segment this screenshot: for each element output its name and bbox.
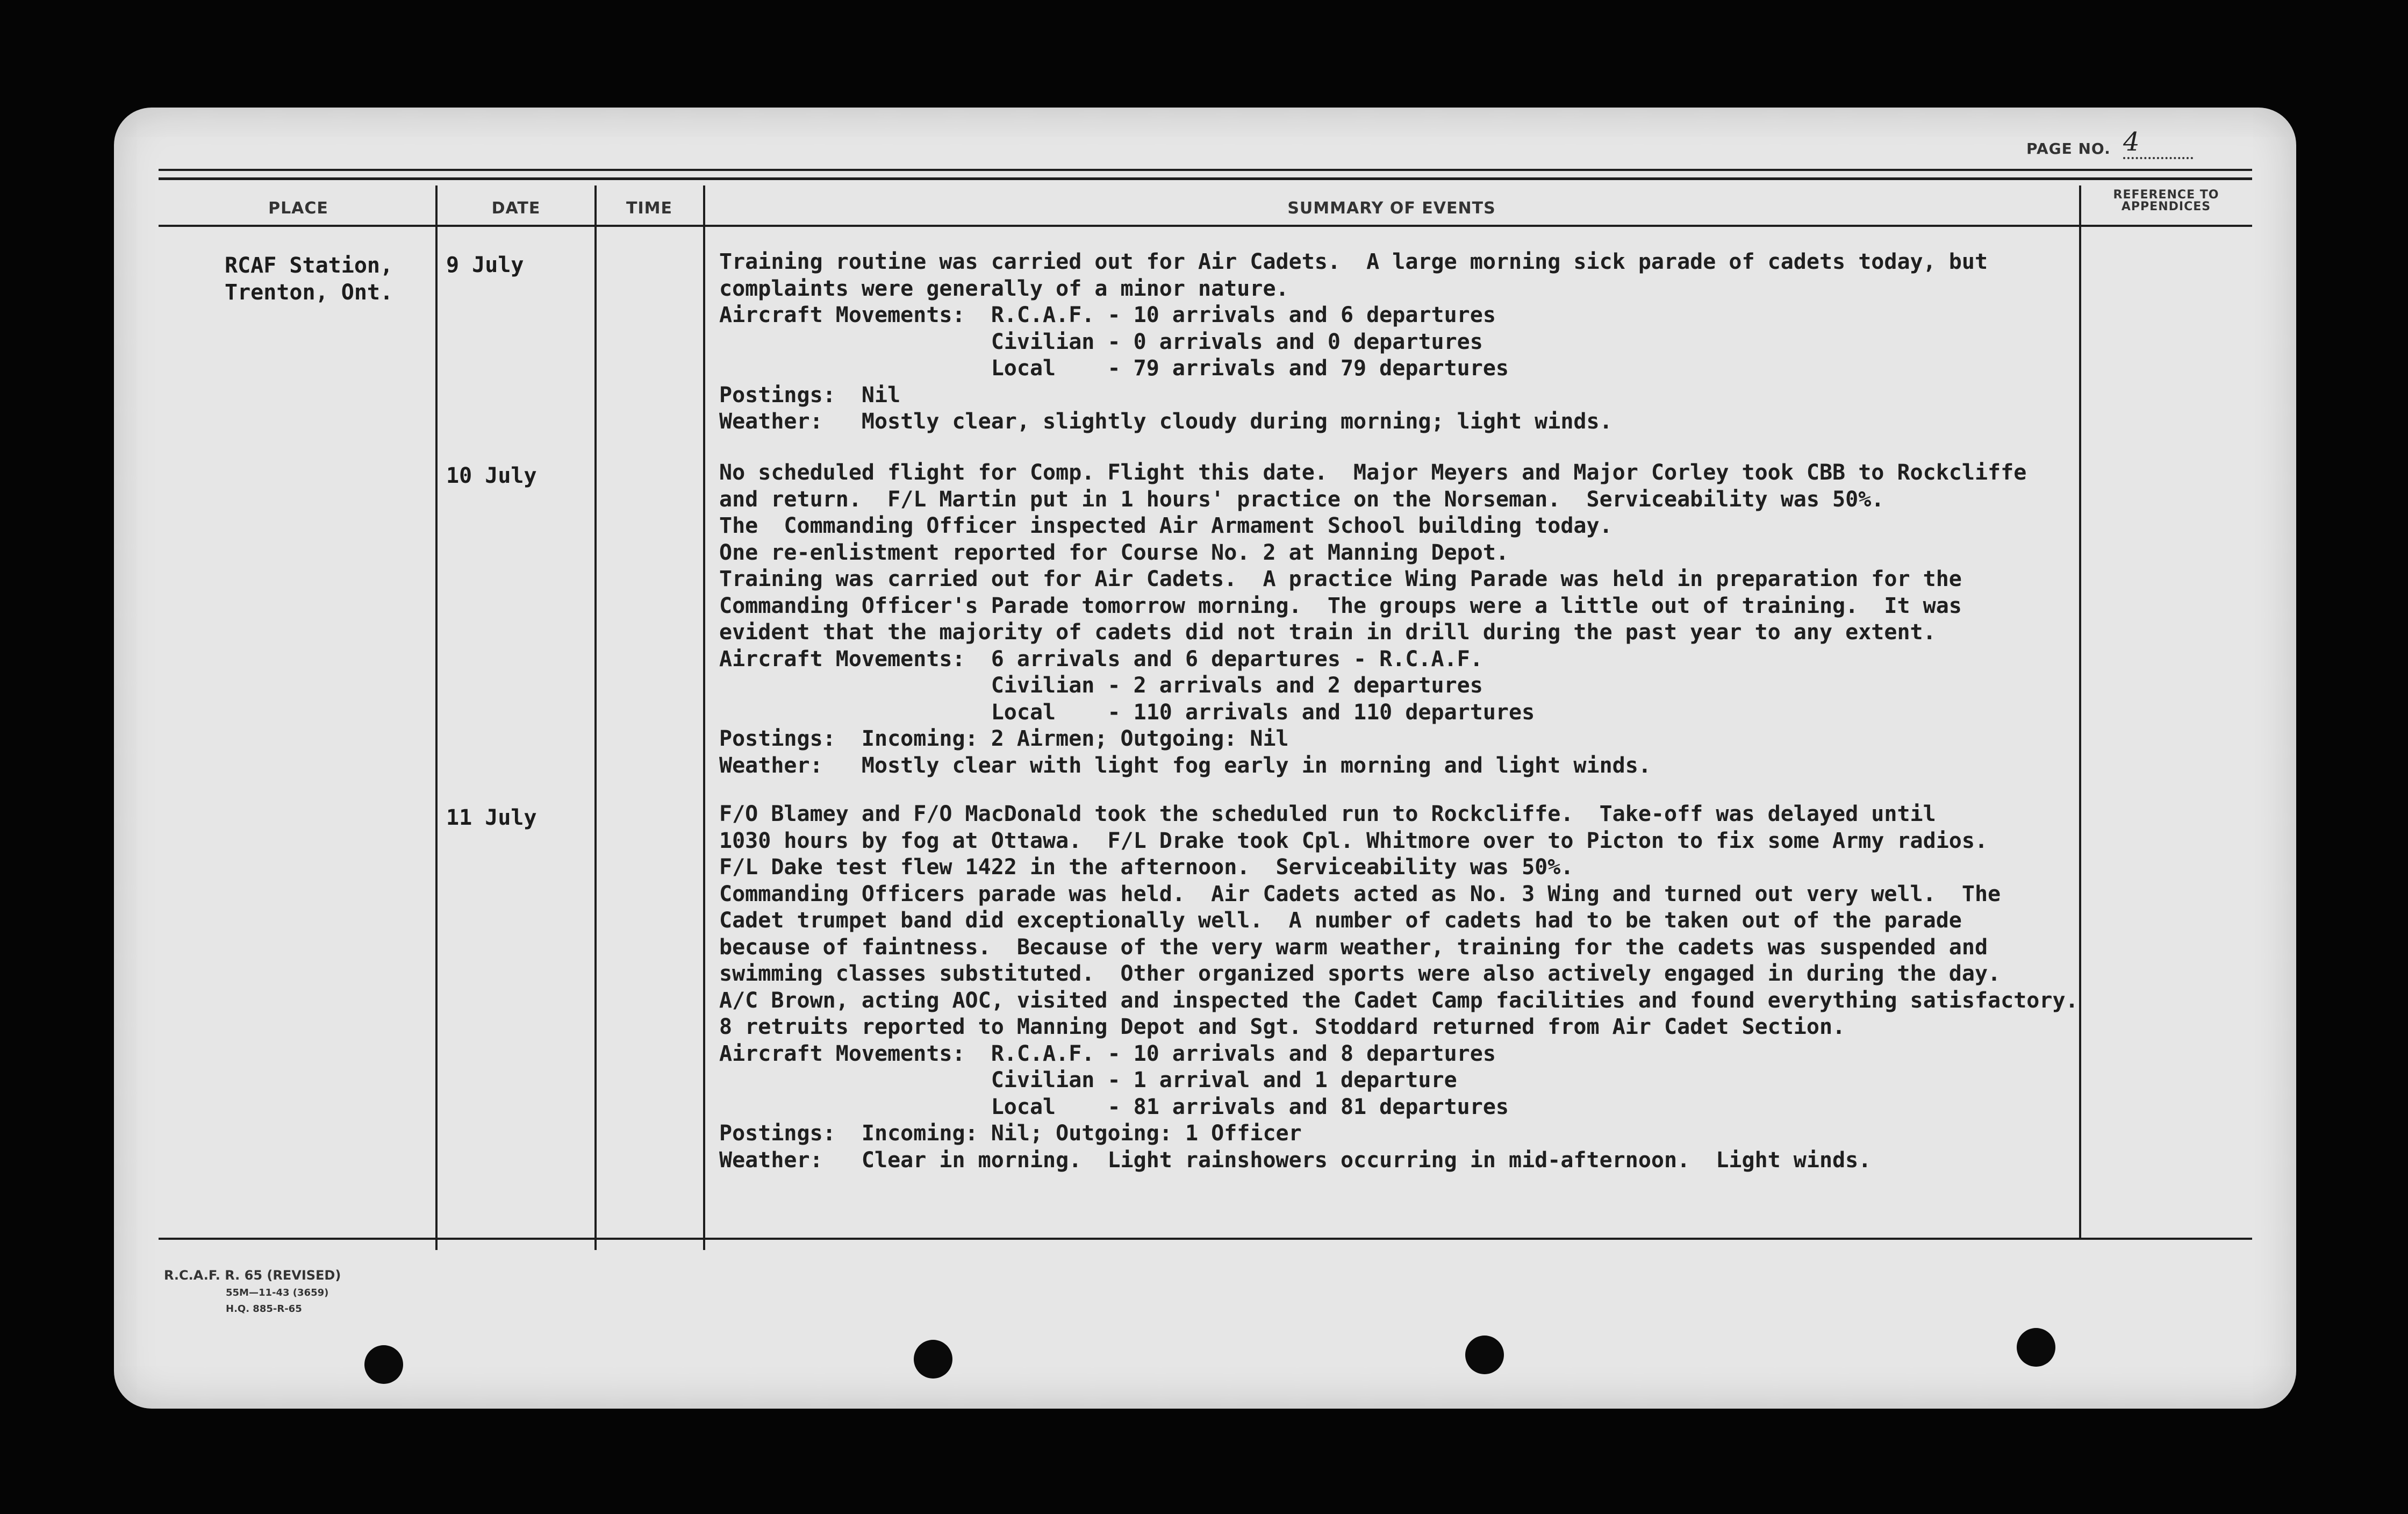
summary-line: because of faintness. Because of the very warm weather, training for the cadets was suspended and	[719, 934, 1988, 960]
entry-date: 11 July	[446, 805, 537, 830]
summary-line: 8 retruits reported to Manning Depot and Sgt. Stoddard returned from Air Cadet Section.	[719, 1015, 1846, 1039]
summary-line: Civilian - 2 arrivals and 2 departures	[719, 673, 1483, 698]
summary-line: Local - 81 arrivals and 81 departures	[719, 1094, 1509, 1119]
divider-place-date	[435, 185, 438, 1250]
entry-date: 9 July	[446, 253, 524, 277]
summary-line: swimming classes substituted. Other organized sports were also actively engaged in during the day.	[719, 961, 2001, 986]
summary-line: Weather: Clear in morning. Light rainshowers occurring in mid-afternoon. Light winds.	[719, 1147, 1872, 1173]
summary-column-header: SUMMARY OF EVENTS	[1287, 199, 1496, 218]
form-print-code: 55M—11-43 (3659)	[226, 1287, 329, 1298]
form-hq-code: H.Q. 885-R-65	[226, 1303, 302, 1315]
place-line-2: Trenton, Ont.	[225, 280, 393, 305]
summary-line: Weather: Mostly clear with light fog early in morning and light winds.	[719, 753, 1651, 778]
place-column-header: PLACE	[268, 199, 328, 218]
punch-hole	[2017, 1328, 2055, 1367]
summary-line: One re-enlistment reported for Course No. 2 at Manning Depot.	[719, 540, 1509, 565]
summary-line: F/L Dake test flew 1422 in the afternoon. Serviceability was 50%.	[719, 855, 1574, 880]
summary-line: No scheduled flight for Comp. Flight this date. Major Meyers and Major Corley took CBB to Rockcliffe	[719, 460, 2027, 485]
entry-date: 10 July	[446, 463, 537, 488]
divider-date-time	[594, 185, 597, 1250]
top-rule-2	[159, 177, 2252, 180]
summary-line: complaints were generally of a minor nature.	[719, 276, 1289, 301]
summary-line: Aircraft Movements: 6 arrivals and 6 departures - R.C.A.F.	[719, 646, 1483, 672]
entry-summary	[719, 801, 2079, 1174]
summary-line: Postings: Incoming: Nil; Outgoing: 1 Officer	[719, 1121, 1302, 1146]
summary-line: Civilian - 1 arrival and 1 departure	[719, 1068, 1457, 1092]
summary-line: A/C Brown, acting AOC, visited and inspected the Cadet Camp facilities and found everything satisfactory.	[719, 988, 2079, 1013]
summary-line: Cadet trumpet band did exceptionally well. A number of cadets had to be taken out of the parade	[719, 908, 1962, 933]
date-column-header: DATE	[491, 199, 541, 218]
summary-line: The Commanding Officer inspected Air Armament School building today.	[719, 513, 1612, 538]
top-rule	[159, 169, 2252, 171]
bottom-rule	[159, 1238, 2252, 1240]
reference-column-header: REFERENCE TO APPENDICES	[2113, 188, 2219, 213]
summary-line: Postings: Incoming: 2 Airmen; Outgoing: Nil	[719, 726, 1289, 751]
summary-line: Local - 79 arrivals and 79 departures	[719, 356, 1509, 381]
summary-line: evident that the majority of cadets did not train in drill during the past year to any extent.	[719, 620, 1936, 645]
summary-line: Training routine was carried out for Air Cadets. A large morning sick parade of cadets today, but	[719, 249, 1988, 274]
summary-line: Commanding Officers parade was held. Air Cadets acted as No. 3 Wing and turned out very well. The	[719, 881, 2001, 906]
summary-line: 1030 hours by fog at Ottawa. F/L Drake took Cpl. Whitmore over to Picton to fix some Army radios.	[719, 828, 1988, 853]
divider-time-summary	[703, 185, 705, 1250]
summary-line: and return. F/L Martin put in 1 hours' practice on the Norseman. Serviceability was 50%.	[719, 487, 1884, 512]
summary-line: Postings: Nil	[719, 382, 901, 408]
entry-summary	[719, 460, 2026, 779]
time-column-header: TIME	[626, 199, 672, 218]
punch-hole	[364, 1345, 403, 1384]
summary-line: Training was carried out for Air Cadets. A practice Wing Parade was held in preparation for the	[719, 567, 1962, 591]
summary-line: Civilian - 0 arrivals and 0 departures	[719, 329, 1483, 354]
form-number: R.C.A.F. R. 65 (REVISED)	[164, 1268, 341, 1283]
summary-line: Weather: Mostly clear, slightly cloudy during morning; light winds.	[719, 409, 1612, 434]
page-number-value: 4	[2123, 127, 2193, 159]
page-number-label: PAGE NO.	[2026, 140, 2111, 158]
entry-summary	[719, 249, 1988, 435]
summary-line: Commanding Officer's Parade tomorrow morning. The groups were a little out of training. It was	[719, 593, 1962, 618]
summary-line: Aircraft Movements: R.C.A.F. - 10 arrivals and 8 departures	[719, 1041, 1496, 1066]
place-line-1: RCAF Station,	[225, 253, 393, 278]
punch-hole	[1465, 1336, 1504, 1374]
punch-hole	[914, 1340, 952, 1379]
summary-line: Aircraft Movements: R.C.A.F. - 10 arrivals and 6 departures	[719, 303, 1496, 327]
divider-summary-reference	[2079, 185, 2081, 1239]
header-rule	[159, 225, 2252, 227]
summary-line: F/O Blamey and F/O MacDonald took the scheduled run to Rockcliffe. Take-off was delayed until	[719, 802, 1936, 826]
summary-line: Local - 110 arrivals and 110 departures	[719, 699, 1535, 725]
